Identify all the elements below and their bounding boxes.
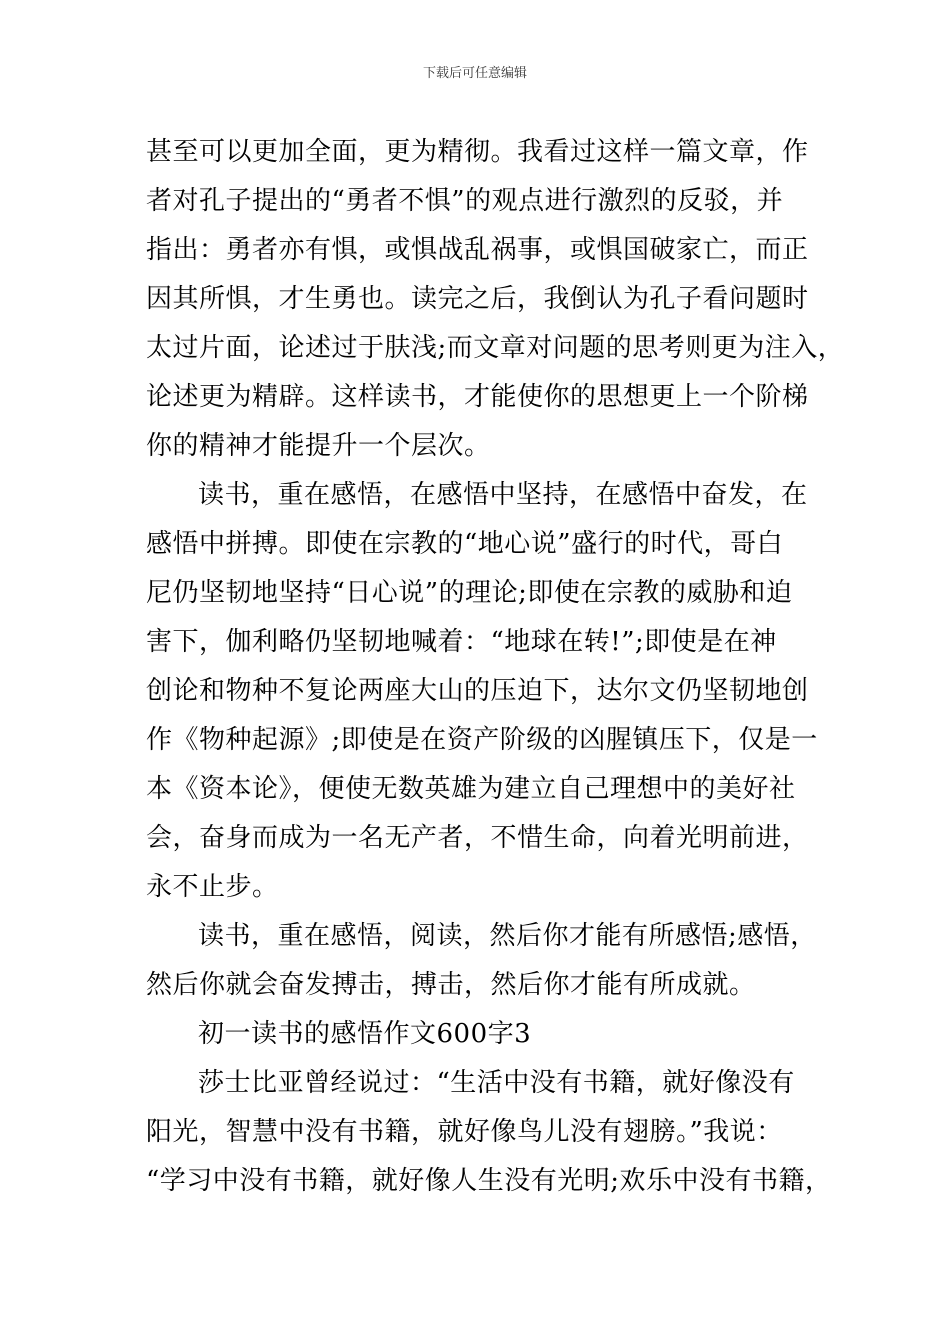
text-line: 害下，伽利略仍坚韧地喊着：“地球在转!”;即使是在神 [146, 627, 777, 657]
text-line: 作《物种起源》;即使是在资产阶级的凶腥镇压下，仅是一 [146, 725, 818, 755]
text-line: 因其所惧，才生勇也。读完之后，我倒认为孔子看问题时 [146, 284, 809, 314]
text-line: 太过片面，论述过于肤浅;而文章对问题的思考则更为注入， [146, 333, 845, 363]
text-line: 尼仍坚韧地坚持“日心说”的理论;即使在宗教的威胁和迫 [146, 578, 793, 608]
text-line: 莎士比亚曾经说过：“生活中没有书籍，就好像没有 [198, 1068, 795, 1098]
text-line: 者对孔子提出的“勇者不惧”的观点进行激烈的反驳，并 [146, 186, 784, 216]
page-header: 下载后可任意编辑 [422, 66, 527, 81]
text-line: 你的精神才能提升一个层次。 [146, 431, 491, 461]
text-line: “学习中没有书籍，就好像人生没有光明;欢乐中没有书籍， [146, 1166, 832, 1196]
text-line: 然后你就会奋发搏击，搏击，然后你才能有所成就。 [146, 970, 756, 1000]
text-line: 甚至可以更加全面，更为精彻。我看过这样一篇文章，作 [146, 137, 809, 167]
text-line: 指出：勇者亦有惧，或惧战乱祸事，或惧国破家亡，而正 [146, 235, 809, 265]
text-line: 永不止步。 [146, 872, 279, 902]
text-line: 会，奋身而成为一名无产者，不惜生命，向着光明前进， [146, 823, 809, 853]
text-line: 感悟中拼搏。即使在宗教的“地心说”盛行的时代，哥白 [146, 529, 784, 559]
text-line: 论述更为精辟。这样读书，才能使你的思想更上一个阶梯 [146, 382, 809, 412]
text-line: 读书，重在感悟，阅读，然后你才能有所感悟;感悟， [198, 921, 817, 951]
section-heading: 初一读书的感悟作文600字3 [198, 1019, 532, 1049]
text-line: 创论和物种不复论两座大山的压迫下，达尔文仍坚韧地创 [146, 676, 809, 706]
document-body [146, 128, 866, 1206]
text-line: 阳光，智慧中没有书籍，就好像鸟儿没有翅膀。”我说： [146, 1117, 783, 1147]
text-line: 读书，重在感悟，在感悟中坚持，在感悟中奋发，在 [198, 480, 808, 510]
text-line: 本《资本论》，便使无数英雄为建立自己理想中的美好社 [146, 774, 796, 804]
